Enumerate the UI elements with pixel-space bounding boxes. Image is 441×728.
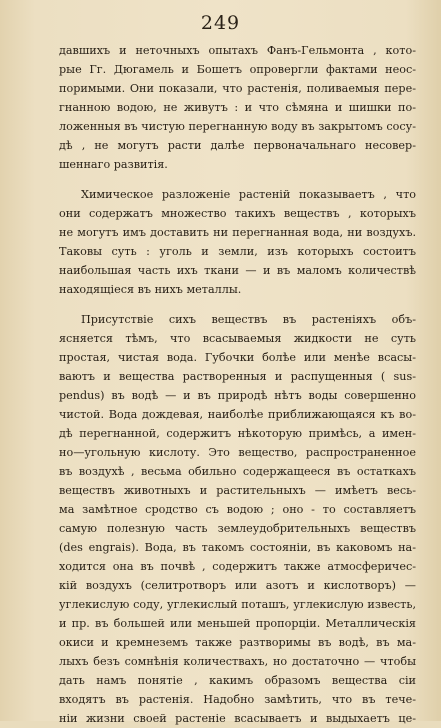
text-line: они содержатъ множество такихъ веществъ , которыхъ xyxy=(59,207,416,220)
text-line: поримыми. Они показали, что растенія, поливаемыя пере- xyxy=(59,82,416,95)
text-line: веществъ животныхъ и растительныхъ — имѣетъ весь- xyxy=(59,484,416,497)
text-line: гнанною водою, не живутъ : и что сѣмяна и шишки по- xyxy=(59,101,416,114)
text-line: ніи жизни своей растеніе всасываетъ и выдыхаетъ це- xyxy=(59,712,416,725)
text-line: наибольшая часть ихъ ткани — и въ маломъ количествѣ xyxy=(59,264,416,277)
text-line: углекислую соду, углекислый поташъ, углекислую известь, xyxy=(59,598,416,611)
paragraph-2 xyxy=(59,185,416,299)
text-line: лыхъ безъ сомнѣнія количествахъ, но достаточно — чтобы xyxy=(59,655,416,668)
text-line: Присутствіе сихъ веществъ въ растеніяхъ объ- xyxy=(81,313,416,326)
text-line: не могутъ имъ доставить ни перегнанная вода, ни воздухъ. xyxy=(59,226,416,239)
paragraph-3 xyxy=(59,310,416,728)
text-line: чистой. Вода дождевая, наиболѣе приближающаяся къ во- xyxy=(59,408,416,421)
text-line: дать намъ понятіе , какимъ образомъ вещества сіи xyxy=(59,674,416,687)
text-line: давшихъ и неточныхъ опытахъ Фанъ-Гельмонта , кото- xyxy=(59,44,416,57)
text-line: самую полезную часть землеудобрительныхъ веществъ xyxy=(59,522,416,535)
text-line: простая, чистая вода. Губочки болѣе или менѣе всасы- xyxy=(59,351,416,364)
text-line: окиси и кремнеземъ также разтворимы въ водѣ, въ ма- xyxy=(59,636,416,649)
page-number: 249 xyxy=(200,12,241,34)
text-line: рые Гг. Дюгамель и Бошетъ опровергли фактами неос- xyxy=(59,63,416,76)
text-line: ходится она въ почвѣ , содержитъ также атмосферичес- xyxy=(59,560,416,573)
text-line: шеннаго развитія. xyxy=(59,158,168,171)
text-line: дѣ , не могутъ расти далѣе первоначальнаго несовер- xyxy=(59,139,416,152)
text-line: Таковы суть : уголь и земли, изъ которыхъ состоитъ xyxy=(59,245,416,258)
text-line: находящіеся въ нихъ металлы. xyxy=(59,283,242,296)
text-line: но—угольную кислоту. Это вещество, распространенное xyxy=(59,446,416,459)
text-line: въ воздухѣ , весьма обильно содержащееся въ остаткахъ xyxy=(59,465,416,478)
text-line: Химическое разложеніе растеній показываетъ , что xyxy=(81,188,416,201)
text-line: (des engrais). Вода, въ такомъ состояніи, въ каковомъ на- xyxy=(59,541,416,554)
text-line: кій воздухъ (селитротворъ или азотъ и кислотворъ) — xyxy=(59,579,416,592)
text-line: ясняется тѣмъ, что всасываемыя жидкости не суть xyxy=(59,332,416,345)
text-line: pendus) въ водѣ — и въ природѣ нѣтъ воды совершенно xyxy=(59,389,416,402)
page-body xyxy=(59,41,416,728)
text-line: ложенныя въ чистую перегнанную воду въ закрытомъ сосу- xyxy=(59,120,416,133)
text-line: ваютъ и вещества растворенныя и распущенныя ( sus- xyxy=(59,370,416,383)
text-line: ма замѣтное сродство съ водою ; оно - то составляетъ xyxy=(59,503,416,516)
text-line: и пр. въ большей или меньшей пропорціи. Металлическія xyxy=(59,617,416,630)
text-line: дѣ перегнанной, содержитъ нѣкоторую примѣсь, а имен- xyxy=(59,427,416,440)
paragraph-1 xyxy=(59,41,416,174)
text-line: входятъ въ растенія. Надобно замѣтить, что въ тече- xyxy=(59,693,416,706)
